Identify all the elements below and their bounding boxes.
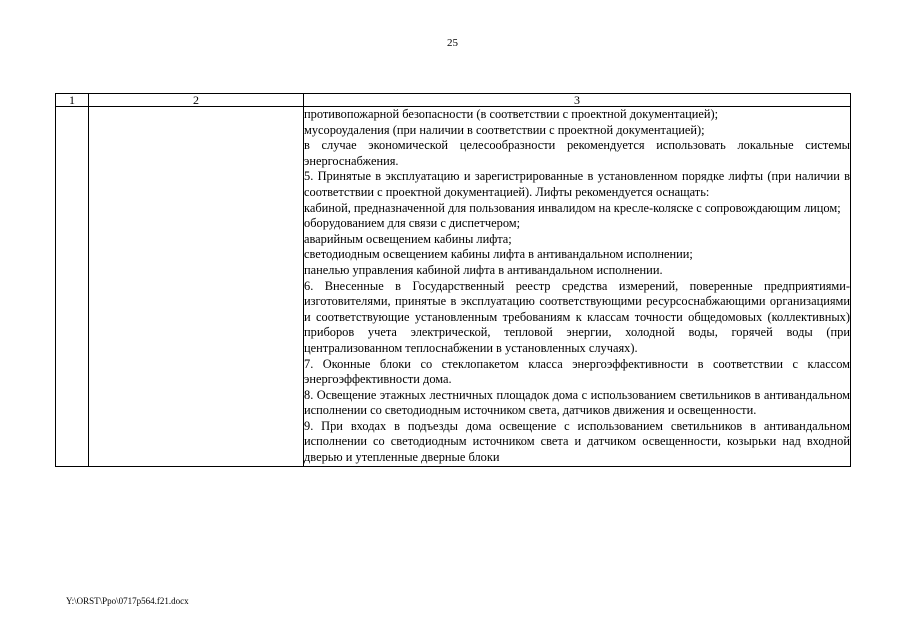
paragraph-item-7-windows: 7. Оконные блоки со стеклопакетом класса энергоэффективности в соответствии с классом энергоэффективности дома. (304, 356, 850, 387)
table-row (56, 107, 851, 467)
cell-col-2 (89, 107, 304, 467)
paragraph-dispatcher-link: оборудованием для связи с диспетчером; (304, 216, 521, 231)
header-col-1: 1 (56, 94, 89, 107)
paragraph-emergency-light: аварийным освещением кабины лифта; (304, 231, 512, 246)
header-col-2: 2 (89, 94, 304, 107)
paragraph-fire-safety: противопожарной безопасности (в соответствии с проектной документацией); (304, 107, 719, 121)
paragraph-lift-cabin: кабиной, предназначенной для пользования инвалидом на кресле-коляске с сопровождающим лицом; (304, 200, 841, 215)
paragraph-item-8-lighting: 8. Освещение этажных лестничных площадок дома с использованием светильников в антивандальном исполнении со светодиодным источником света, датчиков движения и освещенности. (304, 387, 850, 418)
paragraph-garbage-disposal: мусороудаления (при наличии в соответствии с проектной документацией); (304, 122, 705, 137)
paragraph-item-9-entrances: 9. При входах в подъезды дома освещение с использованием светильников в антивандальном исполнении со светодиодным источником света и датчиком освещенности, козырьки над входной дверью и утепленные дверные блоки (304, 418, 850, 465)
paragraph-item-6-meters: 6. Внесенные в Государственный реестр средства измерений, поверенные предприятиями-изготовителями, принятые в эксплуатацию соответствующими ресурсоснабжающими организациями и соответствующие установленным требованиям к классам точности общедомовых (коллективных) приборов учета электрической, тепловой энергии, холодной воды, горячей воды (при централизованном теплоснабжении в установленных случаях). (304, 278, 850, 355)
page-number: 25 (447, 37, 458, 49)
paragraph-item-5-lifts: 5. Принятые в эксплуатацию и зарегистрированные в установленном порядке лифты (при наличии в соответствии с проектной документацией). Лифты рекомендуется оснащать: (304, 169, 850, 199)
footer-file-path: Y:\ORST\Ppo\0717p564.f21.docx (66, 596, 189, 606)
paragraph-local-power: в случае экономической целесообразности рекомендуется использовать локальные системы энергоснабжения. (304, 138, 850, 168)
paragraph-led-light: светодиодным освещением кабины лифта в антивандальном исполнении; (304, 247, 693, 262)
paragraph-control-panel: панелью управления кабиной лифта в антивандальном исполнении. (304, 262, 663, 277)
table-header-row (56, 94, 851, 107)
cell-col-1 (56, 107, 89, 467)
header-col-3: 3 (304, 94, 851, 107)
cell-col-3 (304, 107, 851, 467)
content-table (55, 93, 851, 467)
